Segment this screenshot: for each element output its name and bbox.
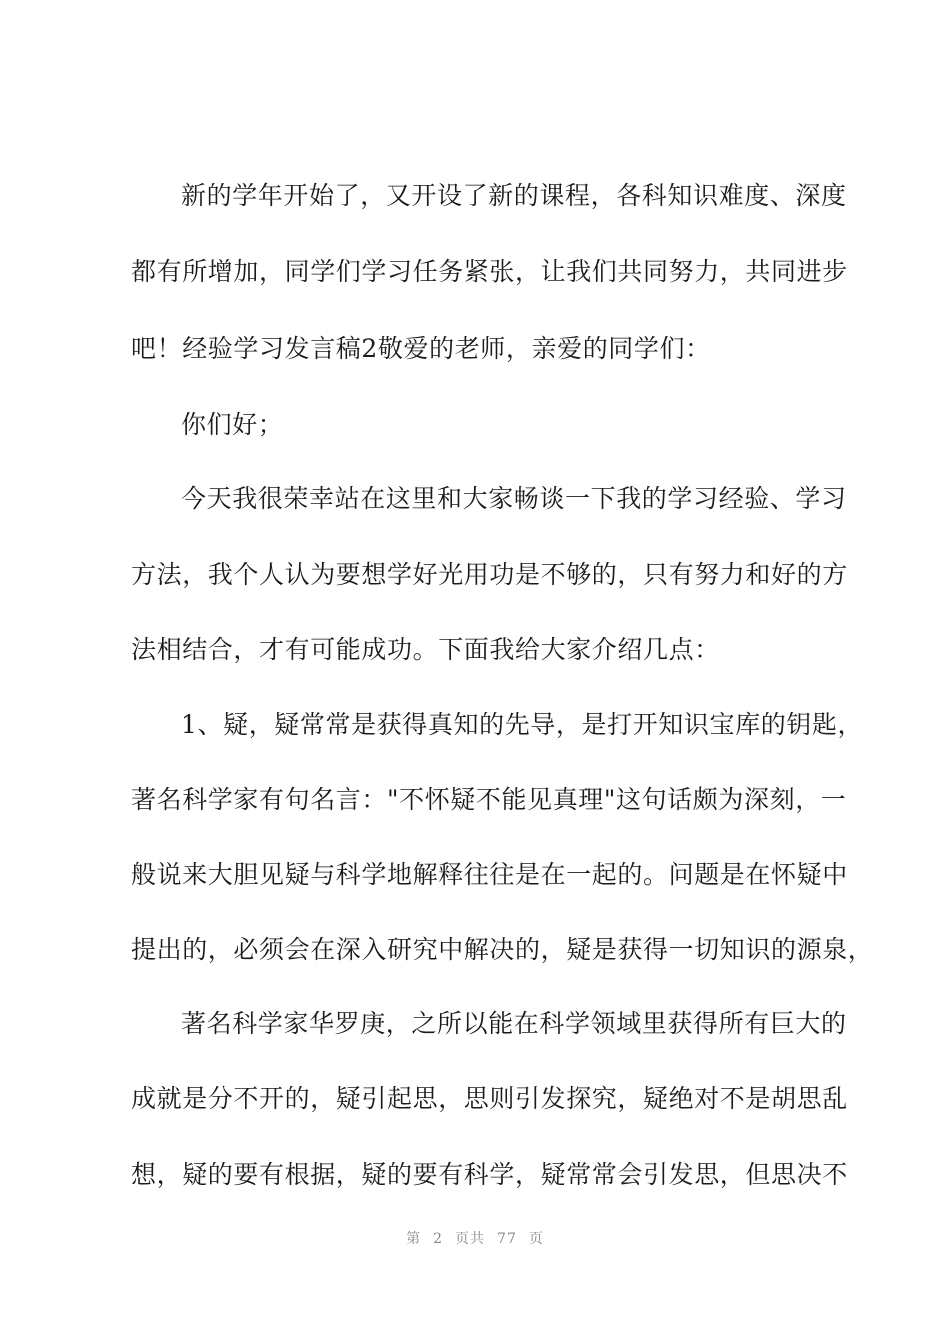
page-footer [0,1228,950,1248]
paragraph-line: 成就是分不开的，疑引起思，思则引发探究，疑绝对不是胡思乱 [131,1084,848,1113]
footer-label-of: 页共 [455,1231,486,1247]
paragraph-line: 你们好； [181,410,284,439]
paragraph-line: 想，疑的要有根据，疑的要有科学，疑常常会引发思，但思决不 [131,1160,848,1189]
paragraph-line: 今天我很荣幸站在这里和大家畅谈一下我的学习经验、学习 [181,484,847,513]
footer-current-page: 2 [433,1231,444,1247]
footer-label-page: 第 [406,1231,422,1247]
paragraph-line: 吧！经验学习发言稿2敬爱的老师，亲爱的同学们： [131,334,711,363]
paragraph-line: 著名科学家华罗庚，之所以能在科学领域里获得所有巨大的 [181,1009,847,1038]
paragraph-line: 著名科学家有句名言："不怀疑不能见真理"这句话颇为深刻，一 [131,785,847,814]
paragraph-line: 方法，我个人认为要想学好光用功是不够的，只有努力和好的方 [131,560,848,589]
paragraph-line: 都有所增加，同学们学习任务紧张，让我们共同努力，共同进步 [131,257,848,286]
paragraph-line: 般说来大胆见疑与科学地解释往往是在一起的。问题是在怀疑中 [131,860,848,889]
paragraph-line: 提出的，必须会在深入研究中解决的，疑是获得一切知识的源泉， [131,935,874,964]
paragraph-line: 新的学年开始了，又开设了新的课程，各科知识难度、深度 [181,181,847,210]
footer-label-end: 页 [528,1231,544,1247]
footer-total-pages: 77 [497,1231,517,1247]
paragraph-line: 1、疑，疑常常是获得真知的先导，是打开知识宝库的钥匙， [181,710,864,739]
paragraph-line: 法相结合，才有可能成功。下面我给大家介绍几点： [131,635,720,664]
